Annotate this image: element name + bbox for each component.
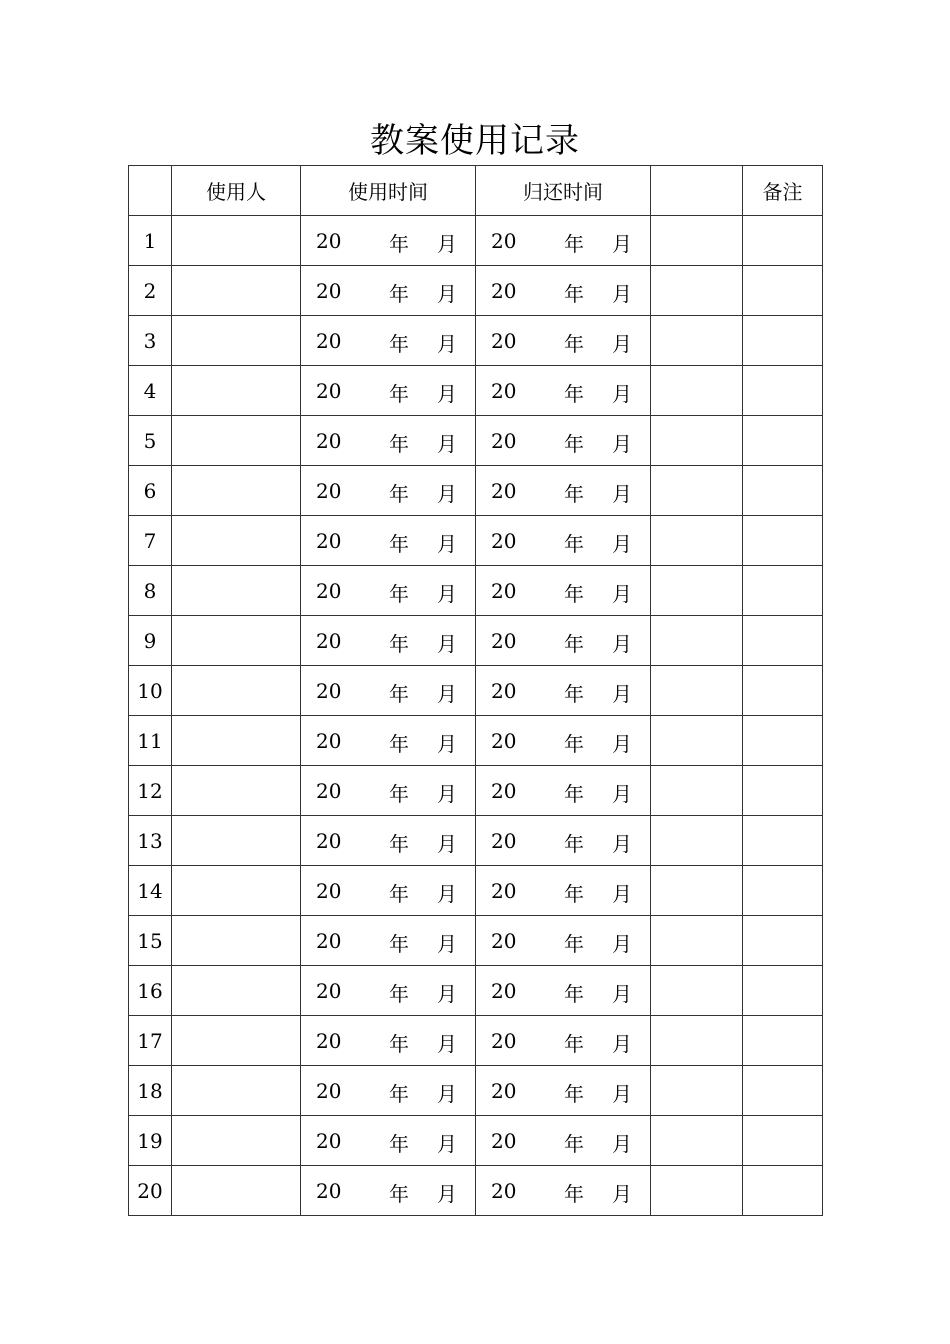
blank-cell[interactable]	[651, 416, 743, 466]
use-time-cell[interactable]	[301, 716, 476, 766]
date-year-char: 年	[564, 782, 584, 806]
date-year-char: 年	[564, 482, 584, 506]
user-cell[interactable]	[172, 866, 301, 916]
date-century: 20	[491, 1079, 517, 1103]
table-row	[129, 816, 823, 866]
date-month-char: 月	[437, 332, 457, 356]
blank-cell[interactable]	[651, 816, 743, 866]
remark-cell[interactable]	[743, 916, 823, 966]
date-century: 20	[491, 679, 517, 703]
date-month-char: 月	[437, 982, 457, 1006]
return-time-cell[interactable]	[476, 616, 651, 666]
date-year-char: 年	[389, 432, 409, 456]
date-month-char: 月	[612, 732, 632, 756]
use-time-cell[interactable]	[301, 1066, 476, 1116]
date-month-char: 月	[437, 1132, 457, 1156]
date-month-char: 月	[612, 1182, 632, 1206]
date-month-char: 月	[612, 282, 632, 306]
date-year-char: 年	[564, 1082, 584, 1106]
remark-cell[interactable]	[743, 216, 823, 266]
row-number: 9	[129, 616, 172, 666]
date-century: 20	[316, 779, 342, 803]
return-time-cell[interactable]	[476, 966, 651, 1016]
date-century: 20	[316, 579, 342, 603]
date-month-char: 月	[612, 1082, 632, 1106]
table-row	[129, 416, 823, 466]
table-row	[129, 316, 823, 366]
date-century: 20	[316, 1079, 342, 1103]
date-month-char: 月	[437, 632, 457, 656]
row-number: 14	[129, 866, 172, 916]
remark-cell[interactable]	[743, 1016, 823, 1066]
blank-cell[interactable]	[651, 666, 743, 716]
date-century: 20	[491, 529, 517, 553]
date-month-char: 月	[612, 932, 632, 956]
date-year-char: 年	[389, 832, 409, 856]
use-time-cell[interactable]	[301, 416, 476, 466]
return-time-cell[interactable]	[476, 766, 651, 816]
return-time-cell[interactable]	[476, 216, 651, 266]
return-time-cell[interactable]	[476, 366, 651, 416]
date-year-char: 年	[389, 532, 409, 556]
date-year-char: 年	[564, 382, 584, 406]
remark-cell[interactable]	[743, 1116, 823, 1166]
date-century: 20	[316, 429, 342, 453]
row-number: 6	[129, 466, 172, 516]
date-century: 20	[316, 229, 342, 253]
blank-cell[interactable]	[651, 1166, 743, 1216]
date-year-char: 年	[389, 382, 409, 406]
table-row	[129, 466, 823, 516]
date-century: 20	[316, 379, 342, 403]
remark-cell[interactable]	[743, 716, 823, 766]
remark-cell[interactable]	[743, 516, 823, 566]
use-time-cell[interactable]	[301, 266, 476, 316]
row-number: 20	[129, 1166, 172, 1216]
remark-cell[interactable]	[743, 766, 823, 816]
date-month-char: 月	[612, 232, 632, 256]
date-year-char: 年	[389, 1032, 409, 1056]
user-cell[interactable]	[172, 316, 301, 366]
use-time-cell[interactable]	[301, 366, 476, 416]
date-month-char: 月	[612, 532, 632, 556]
table-row	[129, 216, 823, 266]
remark-cell[interactable]	[743, 266, 823, 316]
date-month-char: 月	[437, 382, 457, 406]
blank-cell[interactable]	[651, 616, 743, 666]
user-cell[interactable]	[172, 216, 301, 266]
row-number: 19	[129, 1116, 172, 1166]
header-index	[129, 166, 172, 216]
date-year-char: 年	[564, 232, 584, 256]
row-number: 15	[129, 916, 172, 966]
date-year-char: 年	[389, 282, 409, 306]
table-row	[129, 1166, 823, 1216]
return-time-cell[interactable]	[476, 1066, 651, 1116]
row-number: 10	[129, 666, 172, 716]
use-time-cell[interactable]	[301, 916, 476, 966]
user-cell[interactable]	[172, 1166, 301, 1216]
date-month-char: 月	[437, 282, 457, 306]
date-century: 20	[491, 429, 517, 453]
user-cell[interactable]	[172, 616, 301, 666]
remark-cell[interactable]	[743, 366, 823, 416]
date-month-char: 月	[437, 832, 457, 856]
date-year-char: 年	[389, 332, 409, 356]
user-cell[interactable]	[172, 266, 301, 316]
user-cell[interactable]	[172, 716, 301, 766]
date-year-char: 年	[564, 982, 584, 1006]
use-time-cell[interactable]	[301, 316, 476, 366]
date-month-char: 月	[612, 1132, 632, 1156]
date-month-char: 月	[612, 332, 632, 356]
remark-cell[interactable]	[743, 1066, 823, 1116]
date-month-char: 月	[437, 432, 457, 456]
use-time-cell[interactable]	[301, 966, 476, 1016]
date-month-char: 月	[437, 232, 457, 256]
user-cell[interactable]	[172, 916, 301, 966]
blank-cell[interactable]	[651, 866, 743, 916]
date-month-char: 月	[612, 432, 632, 456]
date-month-char: 月	[612, 382, 632, 406]
return-time-cell[interactable]	[476, 866, 651, 916]
date-century: 20	[316, 729, 342, 753]
return-time-cell[interactable]	[476, 566, 651, 616]
table-row	[129, 616, 823, 666]
date-century: 20	[316, 629, 342, 653]
date-year-char: 年	[564, 332, 584, 356]
date-year-char: 年	[564, 832, 584, 856]
user-cell[interactable]	[172, 766, 301, 816]
date-century: 20	[491, 579, 517, 603]
date-month-char: 月	[437, 1182, 457, 1206]
user-cell[interactable]	[172, 1066, 301, 1116]
blank-cell[interactable]	[651, 566, 743, 616]
date-century: 20	[316, 979, 342, 1003]
return-time-cell[interactable]	[476, 1166, 651, 1216]
blank-cell[interactable]	[651, 266, 743, 316]
date-month-char: 月	[612, 482, 632, 506]
use-time-cell[interactable]	[301, 766, 476, 816]
table-row	[129, 766, 823, 816]
blank-cell[interactable]	[651, 1066, 743, 1116]
remark-cell[interactable]	[743, 316, 823, 366]
date-century: 20	[491, 629, 517, 653]
date-month-char: 月	[437, 782, 457, 806]
date-year-char: 年	[389, 1132, 409, 1156]
date-year-char: 年	[564, 532, 584, 556]
blank-cell[interactable]	[651, 316, 743, 366]
date-year-char: 年	[564, 582, 584, 606]
table-row	[129, 1066, 823, 1116]
date-century: 20	[316, 879, 342, 903]
date-century: 20	[491, 379, 517, 403]
date-month-char: 月	[612, 682, 632, 706]
user-cell[interactable]	[172, 366, 301, 416]
date-century: 20	[491, 979, 517, 1003]
remark-cell[interactable]	[743, 416, 823, 466]
date-month-char: 月	[612, 832, 632, 856]
date-month-char: 月	[437, 482, 457, 506]
use-time-cell[interactable]	[301, 566, 476, 616]
date-year-char: 年	[389, 732, 409, 756]
usage-record-table	[128, 165, 823, 1216]
table-row	[129, 566, 823, 616]
row-number: 3	[129, 316, 172, 366]
header-remark: 备注	[743, 166, 823, 216]
header-use-time: 使用时间	[301, 166, 476, 216]
row-number: 8	[129, 566, 172, 616]
user-cell[interactable]	[172, 1116, 301, 1166]
blank-cell[interactable]	[651, 1016, 743, 1066]
date-century: 20	[491, 829, 517, 853]
blank-cell[interactable]	[651, 916, 743, 966]
date-month-char: 月	[612, 632, 632, 656]
table-row	[129, 1016, 823, 1066]
date-year-char: 年	[564, 432, 584, 456]
remark-cell[interactable]	[743, 666, 823, 716]
return-time-cell[interactable]	[476, 816, 651, 866]
date-century: 20	[491, 779, 517, 803]
remark-cell[interactable]	[743, 966, 823, 1016]
date-year-char: 年	[564, 1132, 584, 1156]
table-row	[129, 716, 823, 766]
date-year-char: 年	[389, 882, 409, 906]
date-month-char: 月	[437, 582, 457, 606]
use-time-cell[interactable]	[301, 1116, 476, 1166]
user-cell[interactable]	[172, 966, 301, 1016]
use-time-cell[interactable]	[301, 216, 476, 266]
date-century: 20	[316, 1029, 342, 1053]
blank-cell[interactable]	[651, 716, 743, 766]
blank-cell[interactable]	[651, 766, 743, 816]
date-year-char: 年	[389, 932, 409, 956]
return-time-cell[interactable]	[476, 316, 651, 366]
remark-cell[interactable]	[743, 616, 823, 666]
blank-cell[interactable]	[651, 466, 743, 516]
row-number: 17	[129, 1016, 172, 1066]
date-month-char: 月	[437, 882, 457, 906]
blank-cell[interactable]	[651, 1116, 743, 1166]
row-number: 16	[129, 966, 172, 1016]
date-month-char: 月	[612, 882, 632, 906]
date-month-char: 月	[437, 532, 457, 556]
date-century: 20	[316, 329, 342, 353]
return-time-cell[interactable]	[476, 716, 651, 766]
date-century: 20	[491, 1129, 517, 1153]
date-year-char: 年	[389, 1082, 409, 1106]
date-year-char: 年	[564, 1182, 584, 1206]
date-century: 20	[491, 279, 517, 303]
row-number: 18	[129, 1066, 172, 1116]
header-user: 使用人	[172, 166, 301, 216]
return-time-cell[interactable]	[476, 916, 651, 966]
date-month-char: 月	[437, 932, 457, 956]
date-year-char: 年	[389, 982, 409, 1006]
date-century: 20	[316, 829, 342, 853]
user-cell[interactable]	[172, 416, 301, 466]
user-cell[interactable]	[172, 466, 301, 516]
row-number: 4	[129, 366, 172, 416]
table-row	[129, 916, 823, 966]
header-return-time: 归还时间	[476, 166, 651, 216]
table-row	[129, 1116, 823, 1166]
date-century: 20	[491, 229, 517, 253]
date-century: 20	[491, 1179, 517, 1203]
row-number: 11	[129, 716, 172, 766]
row-number: 5	[129, 416, 172, 466]
blank-cell[interactable]	[651, 966, 743, 1016]
date-year-char: 年	[389, 482, 409, 506]
page-title: 教案使用记录	[370, 121, 580, 161]
date-month-char: 月	[612, 982, 632, 1006]
return-time-cell[interactable]	[476, 416, 651, 466]
date-century: 20	[491, 929, 517, 953]
header-blank	[651, 166, 743, 216]
user-cell[interactable]	[172, 666, 301, 716]
use-time-cell[interactable]	[301, 466, 476, 516]
date-year-char: 年	[389, 682, 409, 706]
user-cell[interactable]	[172, 816, 301, 866]
row-number: 1	[129, 216, 172, 266]
date-month-char: 月	[437, 1032, 457, 1056]
remark-cell[interactable]	[743, 466, 823, 516]
return-time-cell[interactable]	[476, 466, 651, 516]
table-row	[129, 866, 823, 916]
date-year-char: 年	[564, 882, 584, 906]
date-year-char: 年	[389, 632, 409, 656]
use-time-cell[interactable]	[301, 866, 476, 916]
table-row	[129, 366, 823, 416]
date-year-char: 年	[389, 232, 409, 256]
date-year-char: 年	[564, 632, 584, 656]
date-month-char: 月	[612, 782, 632, 806]
date-year-char: 年	[564, 682, 584, 706]
date-year-char: 年	[564, 932, 584, 956]
return-time-cell[interactable]	[476, 516, 651, 566]
date-month-char: 月	[437, 1082, 457, 1106]
use-time-cell[interactable]	[301, 1016, 476, 1066]
date-month-char: 月	[612, 1032, 632, 1056]
use-time-cell[interactable]	[301, 816, 476, 866]
date-century: 20	[316, 679, 342, 703]
return-time-cell[interactable]	[476, 1016, 651, 1066]
blank-cell[interactable]	[651, 216, 743, 266]
blank-cell[interactable]	[651, 516, 743, 566]
remark-cell[interactable]	[743, 866, 823, 916]
remark-cell[interactable]	[743, 566, 823, 616]
date-year-char: 年	[564, 1032, 584, 1056]
table-row	[129, 666, 823, 716]
date-century: 20	[491, 479, 517, 503]
date-century: 20	[316, 929, 342, 953]
user-cell[interactable]	[172, 516, 301, 566]
use-time-cell[interactable]	[301, 516, 476, 566]
return-time-cell[interactable]	[476, 266, 651, 316]
date-century: 20	[491, 1029, 517, 1053]
table-header-row	[129, 166, 823, 216]
table-row	[129, 966, 823, 1016]
row-number: 7	[129, 516, 172, 566]
date-year-char: 年	[564, 732, 584, 756]
date-year-char: 年	[389, 1182, 409, 1206]
use-time-cell[interactable]	[301, 1166, 476, 1216]
remark-cell[interactable]	[743, 816, 823, 866]
use-time-cell[interactable]	[301, 616, 476, 666]
row-number: 13	[129, 816, 172, 866]
date-century: 20	[316, 529, 342, 553]
date-year-char: 年	[389, 782, 409, 806]
date-year-char: 年	[564, 282, 584, 306]
date-century: 20	[316, 479, 342, 503]
date-year-char: 年	[389, 582, 409, 606]
row-number: 12	[129, 766, 172, 816]
user-cell[interactable]	[172, 1016, 301, 1066]
row-number: 2	[129, 266, 172, 316]
remark-cell[interactable]	[743, 1166, 823, 1216]
date-century: 20	[491, 329, 517, 353]
return-time-cell[interactable]	[476, 666, 651, 716]
date-month-char: 月	[437, 732, 457, 756]
date-century: 20	[491, 879, 517, 903]
table-row	[129, 516, 823, 566]
return-time-cell[interactable]	[476, 1116, 651, 1166]
date-century: 20	[316, 279, 342, 303]
date-century: 20	[316, 1179, 342, 1203]
user-cell[interactable]	[172, 566, 301, 616]
date-century: 20	[491, 729, 517, 753]
table-row	[129, 266, 823, 316]
use-time-cell[interactable]	[301, 666, 476, 716]
date-month-char: 月	[612, 582, 632, 606]
date-century: 20	[316, 1129, 342, 1153]
date-month-char: 月	[437, 682, 457, 706]
blank-cell[interactable]	[651, 366, 743, 416]
